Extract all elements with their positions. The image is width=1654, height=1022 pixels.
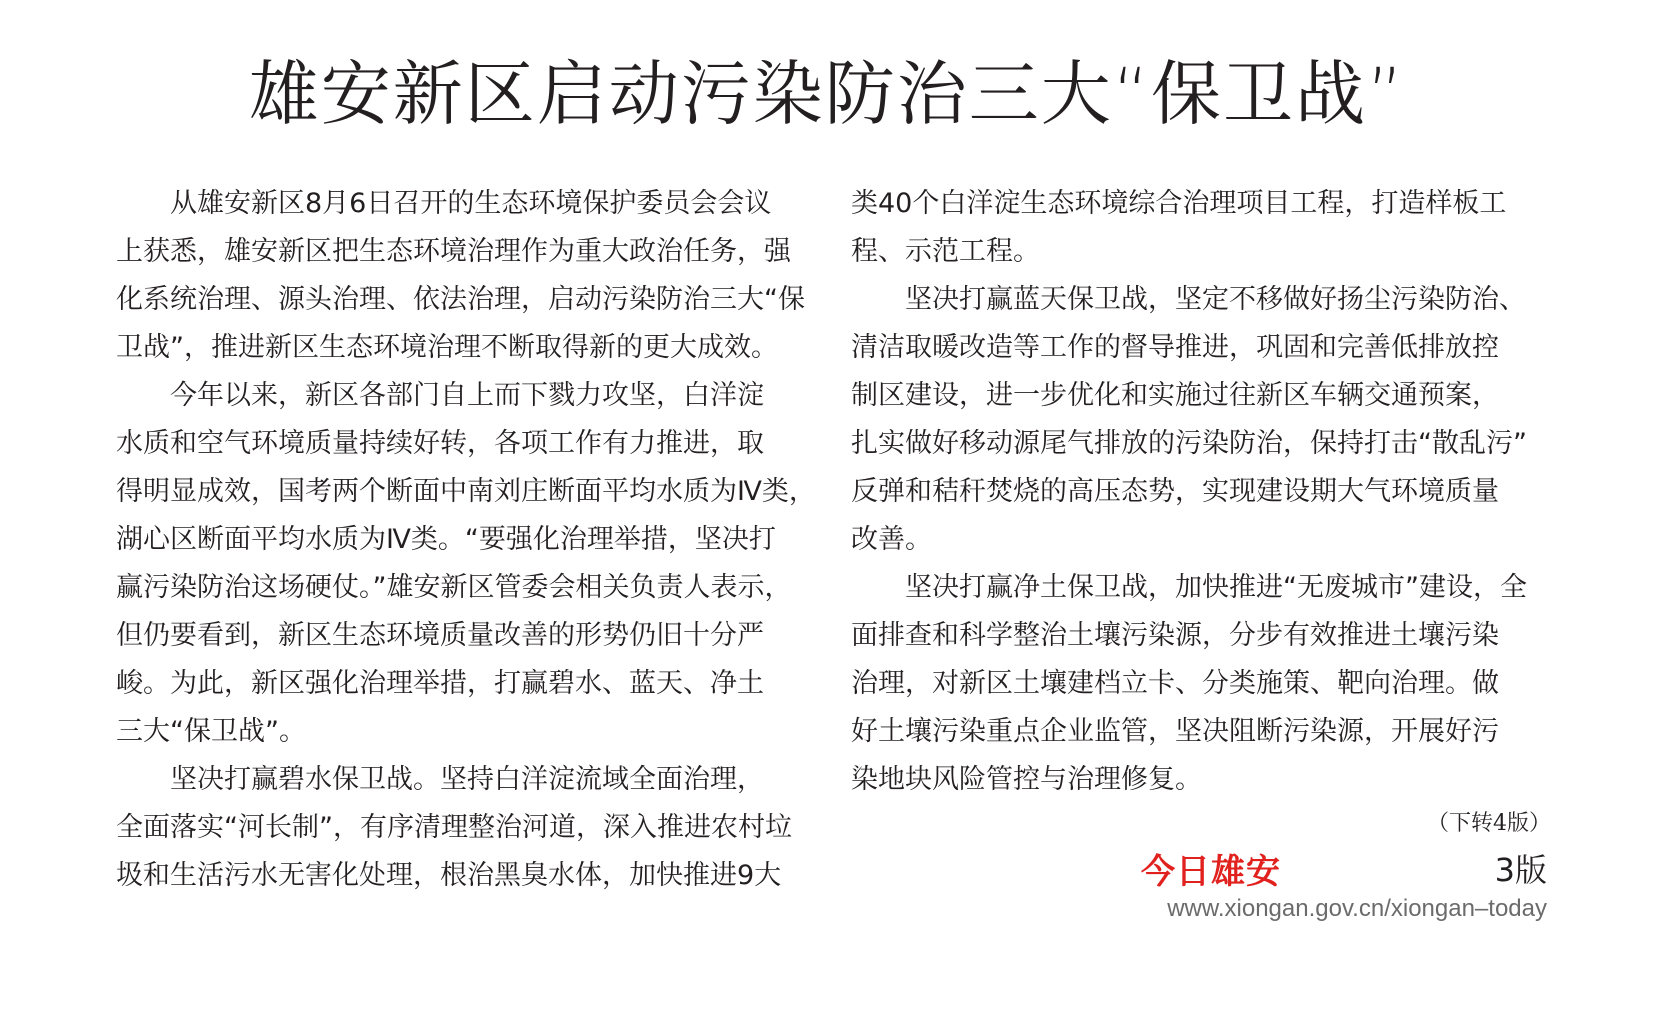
article-line: 清洁取暖改造等工作的督导推进，巩固和完善低排放控 <box>851 332 1499 363</box>
article-headline: 雄安新区启动污染防治三大“保卫战” <box>248 53 1406 135</box>
article-line: 水质和空气环境质量持续好转，各项工作有力推进，取 <box>116 428 764 459</box>
article-column-right-body <box>851 180 1551 804</box>
article-line: 圾和生活污水无害化处理，根治黑臭水体，加快推进9大 <box>116 860 782 891</box>
article-line: 程、示范工程。 <box>851 236 1040 267</box>
article-line: 类40个白洋淀生态环境综合治理项目工程，打造样板工 <box>851 188 1507 219</box>
article-line: 好土壤污染重点企业监管，坚决阻断污染源，开展好污 <box>851 716 1499 747</box>
article-line: 面排查和科学整治土壤污染源，分步有效推进土壤污染 <box>851 620 1499 651</box>
article-line: 染地块风险管控与治理修复。 <box>851 764 1202 795</box>
article-line: 扎实做好移动源尾气排放的污染防治，保持打击“散乱污” <box>851 428 1527 459</box>
article-line: 化系统治理、源头治理、依法治理，启动污染防治三大“保 <box>116 284 805 315</box>
article-line: 治理，对新区土壤建档立卡、分类施策、靶向治理。做 <box>851 668 1499 699</box>
article-line: 三大“保卫战”。 <box>116 716 306 747</box>
article-line: 改善。 <box>851 524 932 555</box>
article-line: 湖心区断面平均水质为Ⅳ类。“要强化治理举措，坚决打 <box>116 524 776 555</box>
article-column-right <box>851 180 1551 842</box>
article-line: 赢污染防治这场硬仗。”雄安新区管委会相关负责人表示， <box>116 572 792 603</box>
article-line: 峻。为此，新区强化治理举措，打赢碧水、蓝天、净土 <box>116 668 764 699</box>
article-line: 但仍要看到，新区生态环境质量改善的形势仍旧十分严 <box>116 620 764 651</box>
article-line: 反弹和秸秆焚烧的高压态势，实现建设期大气环境质量 <box>851 476 1499 507</box>
article-line: 坚决打赢碧水保卫战。坚持白洋淀流域全面治理， <box>116 764 764 795</box>
article-line: 今年以来，新区各部门自上而下戮力攻坚，白洋淀 <box>116 380 764 411</box>
article-line: 全面落实“河长制”，有序清理整治河道，深入推进农村垃 <box>116 812 792 843</box>
article-line: 坚决打赢净土保卫战，加快推进“无废城市”建设，全 <box>851 572 1527 603</box>
article-line: 上获悉，雄安新区把生态环境治理作为重大政治任务，强 <box>116 236 791 267</box>
article-line: 卫战”，推进新区生态环境治理不断取得新的更大成效。 <box>116 332 778 363</box>
page-number: 3版 <box>1494 851 1547 889</box>
article-line: 得明显成效，国考两个断面中南刘庄断面平均水质为Ⅳ类， <box>116 476 816 507</box>
newspaper-brand-logo: 今日雄安 <box>1141 852 1281 892</box>
continuation-note: （下转4版） <box>1427 811 1551 836</box>
article-line: 从雄安新区8月6日召开的生态环境保护委员会会议 <box>116 188 772 219</box>
article-line: 制区建设，进一步优化和实施过往新区车辆交通预案， <box>851 380 1499 411</box>
article-line: 坚决打赢蓝天保卫战，坚定不移做好扬尘污染防治、 <box>851 284 1526 315</box>
website-url: www.xiongan.gov.cn/xiongan–today <box>1167 895 1547 922</box>
article-column-left <box>116 180 816 900</box>
